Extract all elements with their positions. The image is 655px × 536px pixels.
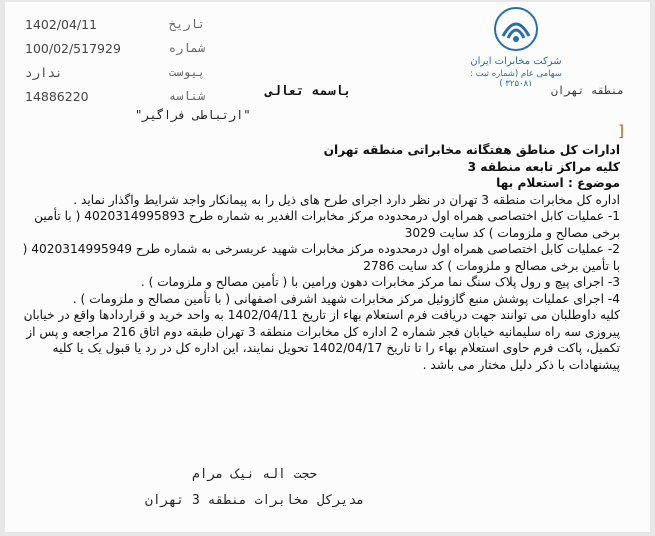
- letter-body: [21, 142, 620, 373]
- recipient-line-2: کلیه مراکز تابعه منطقه 3: [467, 159, 620, 174]
- signatory-title: مدیرکل مخابرات منطقه 3 تهران: [145, 493, 365, 508]
- slogan: "ارتباطی فراگیر": [135, 108, 251, 122]
- signatory-name: حجت اله نیک مرام: [191, 467, 318, 482]
- recipient-line-1: ادارات کل مناطق هفتگانه مخابراتی منطقه تهران: [323, 143, 620, 157]
- date-row: [25, 12, 205, 36]
- telecom-logo-icon: [493, 6, 539, 52]
- number-row: [25, 36, 205, 60]
- attachment-value: ندارد: [25, 64, 63, 80]
- subject-line: موضوع : استعلام بها: [496, 176, 620, 190]
- id-row: [25, 84, 205, 108]
- item-3: 3- اجرای پیچ و رول پلاک سنگ نما مرکز مخابرات دهون ورامین با ( تأمین مصالح و ملزومات ) .: [140, 275, 620, 289]
- date-value: 1402/04/11: [25, 16, 98, 32]
- item-4: 4- اجرای عملیات پوشش منبع گازوئیل مرکز مخابرات شهید اشرفی اصفهانی ( با تأمین مصالح و ملزومات ) .: [72, 291, 620, 306]
- item-2: 2- عملیات کابل اختصاصی همراه اول درمحدوده مرکز مخابرات شهید عربسرخی به شماره طرح 4020314995949 ( با تأمین برخی مصالح و ملزومات ) کد سایت 2786: [22, 242, 620, 273]
- date-label: تاریخ: [168, 17, 205, 31]
- attachment-label: پیوست: [168, 65, 205, 79]
- company-logo: [456, 6, 576, 89]
- company-name: شرکت مخابرات ایران: [470, 56, 562, 67]
- bracket-mark: ]: [618, 122, 624, 140]
- item-1: 1- عملیات کابل اختصاصی همراه اول درمحدوده مرکز مخابرات الغدیر به شماره طرح 4020314995893 ( با تأمین برخی مصالح و ملزومات ) کد سایت 3029: [34, 209, 620, 240]
- id-label: شناسه: [168, 89, 205, 103]
- letter-heading: باسمه تعالی: [265, 84, 352, 99]
- region-label: منطقه تهران: [551, 84, 624, 97]
- number-label: شماره: [168, 41, 205, 55]
- attachment-row: [25, 60, 205, 84]
- intro-paragraph: اداره کل مخابرات منطقه 3 تهران در نظر دارد اجرای طرح های ذیل را به پیمانکار واجد شرایط واگذار نماید .: [73, 192, 620, 207]
- closing-paragraph: کلیه داوطلبان می توانند جهت دریافت فرم استعلام بهاء از تاریخ 1402/04/11 به واحد خرید و قراردادها واقع در خیابان پیروزی سه راه سلیمانیه خیابان فجر شماره 2 اداره کل مخابرات منطقه 3 تهران طبقه دوم اتاق 216 مراجعه و پس از تکمیل، پاکت فرم حاوی استعلام بهاء را تا تاریخ 1402/04/17 تحویل نمایند، این اداره کل در رد یا قبول یک یا کلیه پیشنهادات با ذکر دلیل مختار می باشد .: [23, 308, 620, 372]
- company-registration: سهامی عام (شماره ثبت : ۳۲۵۰۸۱ ): [470, 69, 562, 89]
- signature-block: [145, 462, 364, 514]
- letter-meta: [25, 12, 205, 108]
- letter-page: [5, 2, 650, 532]
- id-value: 14886220: [25, 88, 89, 104]
- number-value: 100/02/517929: [25, 40, 121, 56]
